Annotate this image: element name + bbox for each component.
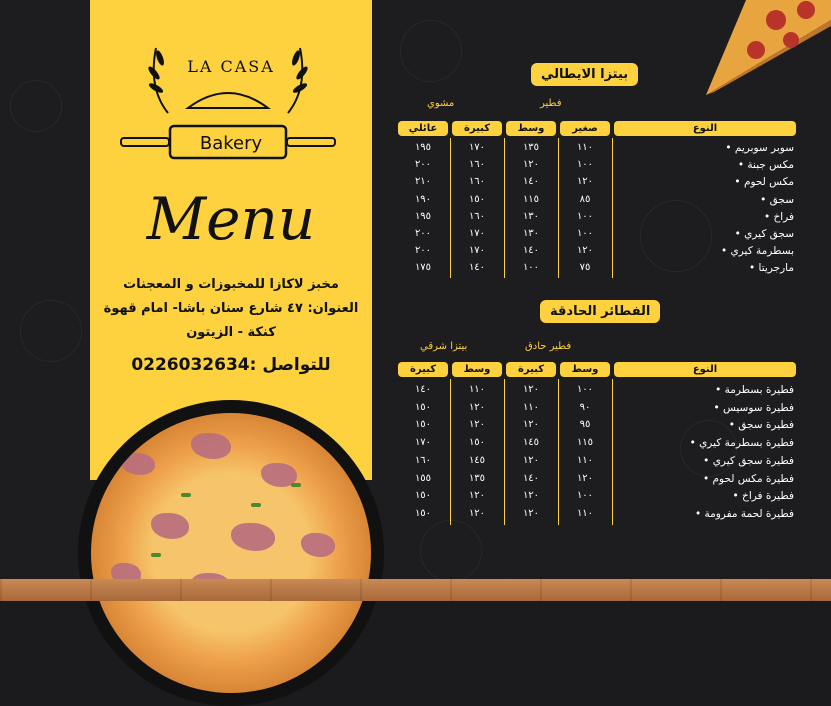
- table-divider: [612, 138, 613, 278]
- fateer-price-large: ١٤٥: [522, 437, 540, 449]
- wood-floor: [0, 579, 831, 601]
- italian-price-large: ١٧٠: [468, 245, 486, 257]
- italian-item-name: سجق كيري •: [614, 228, 794, 240]
- brand-address-line2: كنكة - الزيتون: [186, 325, 276, 340]
- italian-price-small: ١٠٠: [576, 210, 594, 222]
- pizza-sharqi-price-large: ١٤٠: [414, 384, 432, 395]
- pizza-sharqi-price-medium: ١٢٠: [468, 490, 486, 502]
- fateer-header-medium: وسط: [560, 362, 610, 377]
- fateer-price-large: ١٢٠: [522, 490, 540, 502]
- pizza-sharqi-price-medium: ١٢٠: [468, 401, 486, 413]
- italian-item-name: سوبر سوبريم •: [614, 142, 794, 154]
- italian-price-small: ١٢٠: [576, 176, 594, 188]
- pizza-sharqi-price-medium: ١٥٠: [468, 437, 486, 449]
- italian-section-title: بيتزا الايطالي: [531, 63, 638, 86]
- fateer-price-large: ١٢٠: [522, 384, 540, 395]
- doodle-pattern: [20, 300, 82, 362]
- doodle-pattern: [420, 520, 482, 580]
- italian-header-medium: وسط: [506, 121, 556, 136]
- brand-name: LA CASA: [187, 57, 275, 76]
- italian-price-large: ١٦٠: [468, 210, 486, 222]
- italian-header-family: عائلي: [398, 121, 448, 136]
- italian-price-family: ٢٠٠: [414, 159, 432, 171]
- italian-price-small: ٧٥: [579, 262, 591, 274]
- fateer-item-name: فطيرة فراخ •: [614, 490, 794, 502]
- fateer-price-large: ١٢٠: [522, 419, 540, 431]
- fateer-group-pizza: بيتزا شرقي: [420, 341, 468, 352]
- table-divider: [450, 138, 451, 278]
- italian-group-fateer: فطير: [540, 98, 562, 109]
- italian-item-name: مارجريتا •: [614, 262, 794, 274]
- doodle-pattern: [10, 80, 62, 132]
- italian-price-small: ١٠٠: [576, 159, 594, 171]
- italian-item-name: فراخ •: [614, 211, 794, 223]
- italian-item-name: مكس جبنة •: [614, 159, 794, 171]
- italian-price-large: ١٥٠: [468, 193, 486, 205]
- italian-price-medium: ١١٥: [522, 193, 540, 205]
- italian-price-medium: ١٤٠: [522, 176, 540, 188]
- italian-price-large: ١٦٠: [468, 159, 486, 171]
- italian-item-name: مكس لحوم •: [614, 176, 794, 188]
- pizza-sharqi-price-medium: ١١٠: [468, 384, 486, 395]
- contact-phone: للتواصل :0226032634: [131, 355, 331, 375]
- italian-price-small: ١٢٠: [576, 245, 594, 257]
- fateer-item-name: فطيرة مكس لحوم •: [614, 473, 794, 485]
- italian-price-small: ١١٠: [576, 142, 594, 153]
- fateer-header-large: كبيرة: [506, 362, 556, 377]
- fateer-price-medium: ١١٠: [576, 507, 594, 519]
- italian-price-family: ٢١٠: [414, 176, 432, 188]
- pizza-sharqi-price-large: ١٥٥: [414, 472, 432, 484]
- italian-item-name: بسطرمة كيري •: [614, 245, 794, 257]
- italian-price-family: ١٧٥: [414, 262, 432, 274]
- fateer-header-pizza-medium: وسط: [452, 362, 502, 377]
- fateer-price-medium: ٩٥: [579, 419, 591, 431]
- pizza-slice-image: [706, 0, 831, 95]
- fateer-item-name: فطيرة بسطرمة كيري •: [614, 437, 794, 449]
- fateer-header-pizza-large: كبيرة: [398, 362, 448, 377]
- fateer-header-type: النوع: [614, 362, 796, 377]
- table-divider: [504, 379, 505, 525]
- fateer-section-title: الفطائر الحادقة: [540, 300, 660, 323]
- italian-price-family: ١٩٥: [414, 210, 432, 222]
- table-divider: [504, 138, 505, 278]
- italian-header-type: النوع: [614, 121, 796, 136]
- pizza-sharqi-price-large: ١٦٠: [414, 454, 432, 466]
- italian-item-name: سجق •: [614, 194, 794, 206]
- fateer-price-medium: ٩٠: [579, 401, 591, 413]
- italian-price-medium: ١٣٥: [522, 142, 540, 153]
- italian-price-family: ١٩٠: [414, 193, 432, 205]
- fateer-price-medium: ١٠٠: [576, 384, 594, 395]
- italian-price-family: ٢٠٠: [414, 228, 432, 239]
- italian-price-large: ١٦٠: [468, 176, 486, 188]
- italian-group-mashwy: مشوي: [427, 98, 455, 109]
- italian-price-family: ٢٠٠: [414, 245, 432, 257]
- fateer-price-medium: ١١٥: [576, 437, 594, 449]
- italian-price-family: ١٩٥: [414, 142, 432, 153]
- italian-price-medium: ١٣٠: [522, 210, 540, 222]
- fateer-price-medium: ١٢٠: [576, 472, 594, 484]
- italian-price-medium: ١٢٠: [522, 159, 540, 171]
- brand-sub: Bakery: [199, 133, 263, 154]
- doodle-pattern: [400, 20, 462, 82]
- pizza-sharqi-price-large: ١٥٠: [414, 401, 432, 413]
- italian-price-small: ١٠٠: [576, 228, 594, 239]
- pizza-sharqi-price-large: ١٥٠: [414, 419, 432, 431]
- table-divider: [450, 379, 451, 525]
- fateer-item-name: فطيرة سجق كيري •: [614, 455, 794, 467]
- fateer-price-medium: ١١٠: [576, 454, 594, 466]
- pizza-sharqi-price-medium: ١٣٥: [468, 472, 486, 484]
- italian-price-large: ١٤٠: [468, 262, 486, 274]
- pizza-image: [91, 413, 371, 693]
- fateer-group-fateer: فطير حادق: [525, 341, 572, 352]
- italian-price-medium: ١٤٠: [522, 245, 540, 257]
- brand-address-line1: العنوان: ٤٧ شارع سنان باشا- امام قهوة: [103, 301, 359, 316]
- fateer-item-name: فطيرة لحمة مفرومة •: [614, 508, 794, 520]
- table-divider: [558, 379, 559, 525]
- menu-title: Menu: [146, 185, 316, 253]
- italian-header-large: كبيرة: [452, 121, 502, 136]
- pizza-sharqi-price-large: ١٥٠: [414, 490, 432, 502]
- pizza-sharqi-price-medium: ١٤٥: [468, 454, 486, 466]
- italian-header-small: صغير: [560, 121, 610, 136]
- brand-desc-line1: مخبز لاكازا للمخبوزات و المعجنات: [123, 277, 339, 292]
- italian-price-medium: ١٣٠: [522, 228, 540, 239]
- pizza-sharqi-price-medium: ١٢٠: [468, 507, 486, 519]
- table-divider: [558, 138, 559, 278]
- pizza-sharqi-price-medium: ١٢٠: [468, 419, 486, 431]
- fateer-item-name: فطيرة سجق •: [614, 419, 794, 431]
- pizza-sharqi-price-large: ١٥٠: [414, 507, 432, 519]
- pizza-sharqi-price-large: ١٧٠: [414, 437, 432, 449]
- fateer-price-large: ١٤٠: [522, 472, 540, 484]
- italian-price-small: ٨٥: [579, 193, 591, 205]
- fateer-item-name: فطيرة سوسيس •: [614, 402, 794, 414]
- fateer-price-large: ١٢٠: [522, 507, 540, 519]
- fateer-item-name: فطيرة بسطرمة •: [614, 384, 794, 396]
- table-divider: [612, 379, 613, 525]
- fateer-price-medium: ١٠٠: [576, 490, 594, 502]
- italian-price-large: ١٧٠: [468, 142, 486, 153]
- fateer-price-large: ١٢٠: [522, 454, 540, 466]
- fateer-price-large: ١١٠: [522, 401, 540, 413]
- italian-price-large: ١٧٠: [468, 228, 486, 239]
- italian-price-medium: ١٠٠: [522, 262, 540, 274]
